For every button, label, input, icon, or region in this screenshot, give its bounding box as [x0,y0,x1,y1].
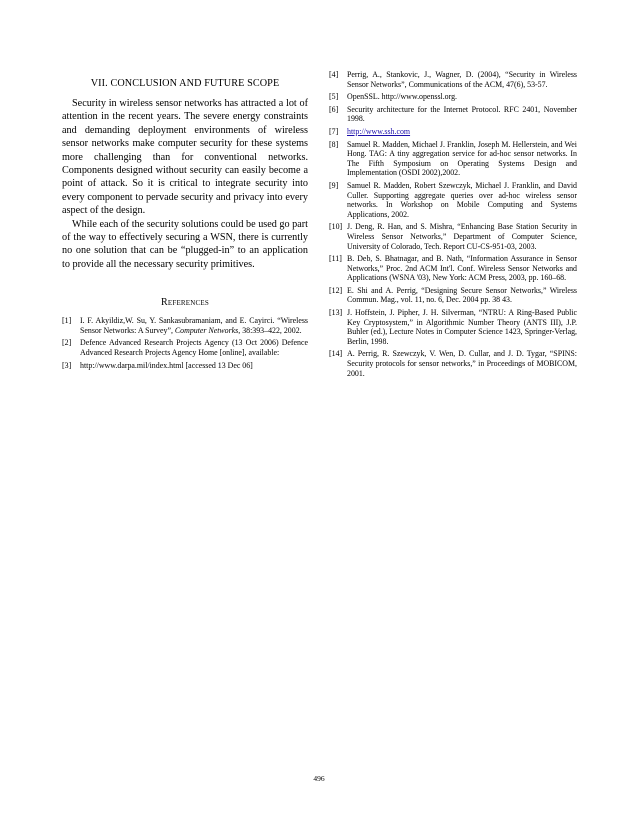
reference-number: [6] [329,104,339,114]
reference-text [80,316,308,335]
reference-text: Samuel R. Madden, Robert Szewczyk, Michael J. Franklin, and David Culler. Supporting aggregate queries over ad-hoc wireless sensor networks. In Workshop on Mobile Computing and Systems Applications, 2002. [347,180,577,219]
section-title: VII. CONCLUSION AND FUTURE SCOPE [90,78,280,89]
reference-item [329,70,577,89]
reference-number: [10] [329,222,343,232]
reference-text: A. Perrig, R. Szewczyk, V. Wen, D. Cullar, and J. D. Tygar, “SPINS: Security protocols for sensor networks,” in Proceedings of MOBICOM, 2001. [347,349,577,378]
reference-text: J. Deng, R. Han, and S. Mishra, “Enhancing Base Station Security in Wireless Sensor Networks,” Department of Computer Science, University of Colorado, Tech. Report CU-CS-951-03, 2003. [347,222,577,251]
reference-text: E. Shi and A. Perrig, “Designing Secure Sensor Networks,” Wireless Commun. Mag., vol. 11, no. 6, Dec. 2004 pp. 38 43. [347,285,577,305]
reference-text: Security architecture for the Internet Protocol. RFC 2401, November 1998. [347,104,577,124]
reference-text: Samuel R. Madden, Michael J. Franklin, Joseph M. Hellerstein, and Wei Hong. TAG: A tiny aggregation service for ad-hoc sensor networks. In The Fifth Symposium on Operating Systems Design and Implementation (OSDI 2002),2002. [347,139,577,178]
reference-text: B. Deb, S. Bhatnagar, and B. Nath, “Information Assurance in Sensor Networks,” Proc. 2nd ACM Int'l. Conf. Wireless Sensor Networks and Applications (WSNA '03), New York: ACM Press, 2003, pp. 160–68. [347,254,577,283]
reference-item [329,308,577,346]
reference-text-part: , 38:393–422, 2002. [238,325,302,335]
reference-number: [11] [329,254,342,264]
reference-number: [1] [62,316,72,326]
right-column [329,70,577,381]
reference-text: http://www.darpa.mil/index.html [accessed 13 Dec 06] [80,360,253,370]
conclusion-paragraph-1: Security in wireless sensor networks has attracted a lot of attention in the recent years. The severe energy constraints and demanding deployment environments of wireless sensor networks make computer security for these systems more challenging than for conventional networks. Components designed without security can easily become a point of attack. So it is critical to integrate security into every component to pervade security and privacy into every aspect of the design. [62,98,308,217]
journal-name: Computer Networks [174,325,239,335]
reference-item [329,127,577,137]
reference-number: [4] [329,70,339,79]
reference-number: [9] [329,180,339,190]
reference-text [347,127,577,137]
reference-text-part: I. F. Akyildiz,W. Su, Y. Sankasubramaniam, and E. Cayirci. “Wireless Sensor Networks: A Survey”, [80,316,308,335]
reference-item [62,338,308,357]
ssh-link[interactable]: http://www.ssh.com [347,126,411,136]
conclusion-paragraph-2: While each of the security solutions could be used go part of the way to effectively securing a WSN, there is currently no one solution that can be “plugged-in” to an application to provide all the necessary security primitives. [62,218,308,270]
reference-text: OpenSSL. http://www.openssl.org. [347,92,458,102]
reference-item [329,286,577,305]
reference-item [329,181,577,219]
reference-number: [14] [329,349,343,359]
reference-number: [12] [329,285,343,295]
page-number: 496 [313,774,325,783]
reference-text: J. Hoffstein, J. Pipher, J. H. Silverman, “NTRU: A Ring-Based Public Key Cryptosystem,” in Algorithmic Number Theory (ANTS III), J.P. Buhler (ed.), Lecture Notes in Computer Science 1423, Springer-Verlag, Berlin, 1998. [347,308,577,346]
reference-item [329,140,577,178]
left-column [62,78,308,373]
reference-text: Defence Advanced Research Projects Agency (13 Oct 2006) Defence Advanced Research Projects Agency Home [online], available: [80,338,308,358]
reference-number: [2] [62,338,72,348]
reference-number: [5] [329,92,339,102]
reference-number: [8] [329,139,339,149]
reference-item [329,349,577,378]
reference-number: [7] [329,126,339,136]
reference-item [329,105,577,124]
references-heading: References [161,297,209,309]
reference-item [329,254,577,283]
reference-text: Perrig, A., Stankovic, J., Wagner, D. (2004), “Security in Wireless Sensor Networks”, Communications of the ACM, 47(6), 53-57. [347,70,577,89]
reference-number: [3] [62,360,72,370]
reference-number: [13] [329,308,343,318]
reference-item [62,316,308,335]
reference-item [329,222,577,251]
reference-item [329,92,577,102]
reference-item [62,361,308,371]
